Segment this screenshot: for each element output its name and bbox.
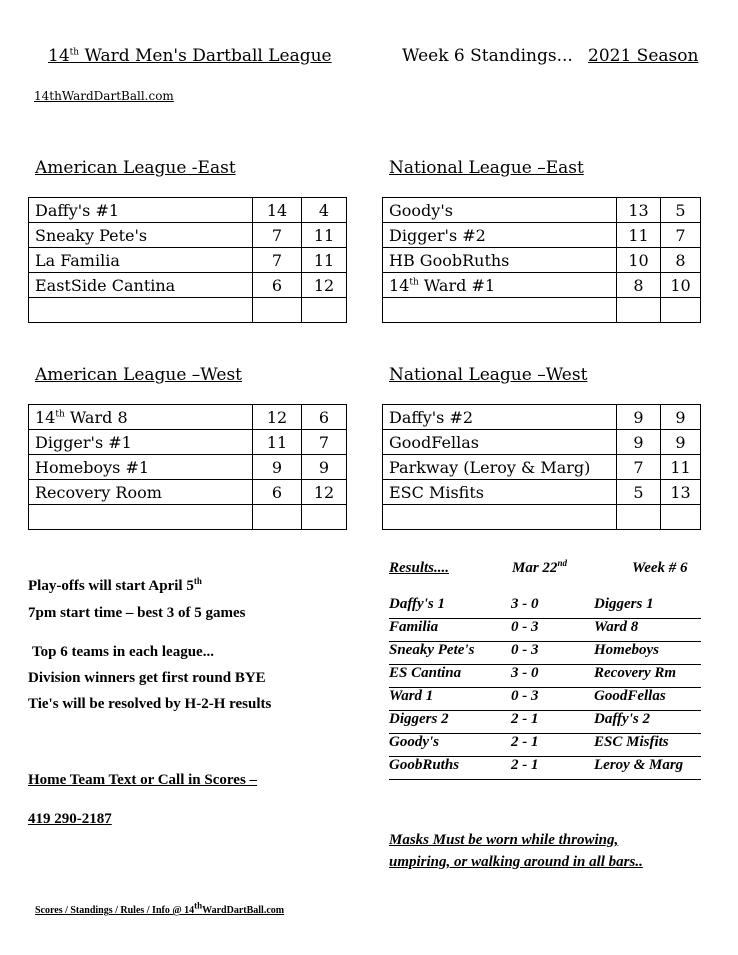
wins-cell: 8 — [617, 273, 661, 298]
wins-cell: 10 — [617, 248, 661, 273]
result-row — [389, 688, 701, 711]
nl-east-title: National League –East — [389, 158, 584, 178]
result-away: Ward 8 — [594, 619, 639, 635]
top-teams-text: Top 6 teams in each league... — [32, 644, 214, 660]
result-home: Familia — [389, 619, 439, 635]
table-row — [383, 505, 701, 530]
wins-cell: 9 — [617, 405, 661, 430]
wins-cell: 7 — [253, 223, 302, 248]
losses-cell: 13 — [661, 480, 701, 505]
table-row — [383, 405, 701, 430]
result-row — [389, 711, 701, 734]
result-score: 0 - 3 — [511, 642, 539, 658]
team-name: Homeboys #1 — [29, 455, 253, 480]
team-name: La Familia — [29, 248, 253, 273]
team-name: 14th Ward #1 — [383, 273, 617, 298]
losses-cell: 11 — [302, 223, 347, 248]
losses-cell: 11 — [302, 248, 347, 273]
standings-table-nl-east — [382, 197, 701, 323]
result-away: ESC Misfits — [594, 734, 669, 750]
result-row — [389, 596, 701, 619]
result-score: 0 - 3 — [511, 688, 539, 704]
table-row — [383, 455, 701, 480]
result-home: GoobRuths — [389, 757, 460, 773]
result-row — [389, 619, 701, 642]
wins-cell: 5 — [617, 480, 661, 505]
league-title: 14th Ward Men's Dartball League — [48, 46, 332, 66]
table-row — [29, 455, 347, 480]
wins-cell: 14 — [253, 198, 302, 223]
results-week: Week # 6 — [632, 560, 688, 576]
wins-cell: 6 — [253, 273, 302, 298]
standings-table-al-east — [28, 197, 347, 323]
wins-cell: 11 — [617, 223, 661, 248]
results-date: Mar 22nd — [512, 558, 567, 576]
team-name: Goody's — [383, 198, 617, 223]
result-score: 2 - 1 — [511, 757, 539, 773]
result-away: Daffy's 2 — [594, 711, 650, 727]
team-name: Sneaky Pete's — [29, 223, 253, 248]
table-row — [29, 505, 347, 530]
losses-cell — [661, 505, 701, 530]
result-home: ES Cantina — [389, 665, 462, 681]
losses-cell: 12 — [302, 480, 347, 505]
bye-text: Division winners get first round BYE — [28, 670, 266, 686]
table-row — [383, 273, 701, 298]
team-name: HB GoobRuths — [383, 248, 617, 273]
team-name: Daffy's #2 — [383, 405, 617, 430]
team-name: EastSide Cantina — [29, 273, 253, 298]
wins-cell: 11 — [253, 430, 302, 455]
result-away: Homeboys — [594, 642, 659, 658]
team-name: Recovery Room — [29, 480, 253, 505]
table-row — [29, 480, 347, 505]
wins-cell — [617, 298, 661, 323]
wins-cell: 6 — [253, 480, 302, 505]
season-label: 2021 Season — [588, 46, 699, 66]
result-row — [389, 642, 701, 665]
losses-cell — [302, 298, 347, 323]
wins-cell: 13 — [617, 198, 661, 223]
wins-cell: 7 — [617, 455, 661, 480]
table-row — [29, 223, 347, 248]
al-east-title: American League -East — [35, 158, 236, 178]
standings-table-al-west — [28, 404, 347, 530]
result-away: GoodFellas — [594, 688, 666, 704]
losses-cell — [661, 298, 701, 323]
team-name: Digger's #1 — [29, 430, 253, 455]
losses-cell: 12 — [302, 273, 347, 298]
losses-cell: 5 — [661, 198, 701, 223]
result-score: 3 - 0 — [511, 665, 539, 681]
result-home: Sneaky Pete's — [389, 642, 475, 658]
team-name — [29, 298, 253, 323]
result-away: Recovery Rm — [594, 665, 677, 681]
week-standings-label: Week 6 Standings... — [402, 46, 573, 66]
results-label: Results.... — [389, 560, 450, 576]
team-name: ESC Misfits — [383, 480, 617, 505]
result-score: 2 - 1 — [511, 734, 539, 750]
result-row — [389, 757, 701, 780]
table-row — [29, 430, 347, 455]
table-row — [383, 223, 701, 248]
phone-number[interactable]: 419 290-2187 — [28, 811, 112, 827]
result-home: Goody's — [389, 734, 439, 750]
losses-cell: 9 — [661, 405, 701, 430]
playoffs-text: Play-offs will start April 5th — [28, 576, 202, 594]
result-score: 0 - 3 — [511, 619, 539, 635]
wins-cell: 9 — [253, 455, 302, 480]
result-home: Daffy's 1 — [389, 596, 445, 612]
result-score: 2 - 1 — [511, 711, 539, 727]
team-name: Digger's #2 — [383, 223, 617, 248]
wins-cell — [253, 298, 302, 323]
losses-cell: 10 — [661, 273, 701, 298]
wins-cell — [253, 505, 302, 530]
losses-cell: 8 — [661, 248, 701, 273]
footer-text: Scores / Standings / Rules / Info @ 14thWardDartBall.com — [35, 900, 285, 916]
standings-table-nl-west — [382, 404, 701, 530]
wins-cell: 7 — [253, 248, 302, 273]
home-team-text: Home Team Text or Call in Scores – — [28, 772, 258, 788]
table-row — [29, 198, 347, 223]
wins-cell — [617, 505, 661, 530]
losses-cell: 9 — [661, 430, 701, 455]
losses-cell: 6 — [302, 405, 347, 430]
table-row — [29, 405, 347, 430]
table-row — [29, 273, 347, 298]
team-name — [383, 505, 617, 530]
table-row — [383, 298, 701, 323]
table-row — [383, 480, 701, 505]
table-row — [383, 248, 701, 273]
team-name: Daffy's #1 — [29, 198, 253, 223]
team-name — [383, 298, 617, 323]
wins-cell: 12 — [253, 405, 302, 430]
ties-text: Tie's will be resolved by H-2-H results — [28, 696, 272, 712]
losses-cell: 7 — [661, 223, 701, 248]
table-row — [383, 430, 701, 455]
table-row — [383, 198, 701, 223]
result-score: 3 - 0 — [511, 596, 539, 612]
result-away: Leroy & Marg — [594, 757, 684, 773]
result-row — [389, 734, 701, 757]
start-time-text: 7pm start time – best 3 of 5 games — [28, 605, 246, 621]
al-west-title: American League –West — [35, 365, 243, 385]
team-name: 14th Ward 8 — [29, 405, 253, 430]
team-name: Parkway (Leroy & Marg) — [383, 455, 617, 480]
table-row — [29, 298, 347, 323]
website-link[interactable]: 14thWardDartBall.com — [34, 89, 174, 103]
losses-cell: 9 — [302, 455, 347, 480]
wins-cell: 9 — [617, 430, 661, 455]
result-away: Diggers 1 — [594, 596, 654, 612]
result-home: Ward 1 — [389, 688, 434, 704]
team-name: GoodFellas — [383, 430, 617, 455]
losses-cell: 11 — [661, 455, 701, 480]
losses-cell: 4 — [302, 198, 347, 223]
table-row — [29, 248, 347, 273]
result-row — [389, 665, 701, 688]
team-name — [29, 505, 253, 530]
masks-note-line2: umpiring, or walking around in all bars.. — [389, 854, 643, 870]
losses-cell: 7 — [302, 430, 347, 455]
masks-note-line1: Masks Must be worn while throwing, — [389, 832, 619, 848]
nl-west-title: National League –West — [389, 365, 588, 385]
losses-cell — [302, 505, 347, 530]
result-home: Diggers 2 — [389, 711, 449, 727]
